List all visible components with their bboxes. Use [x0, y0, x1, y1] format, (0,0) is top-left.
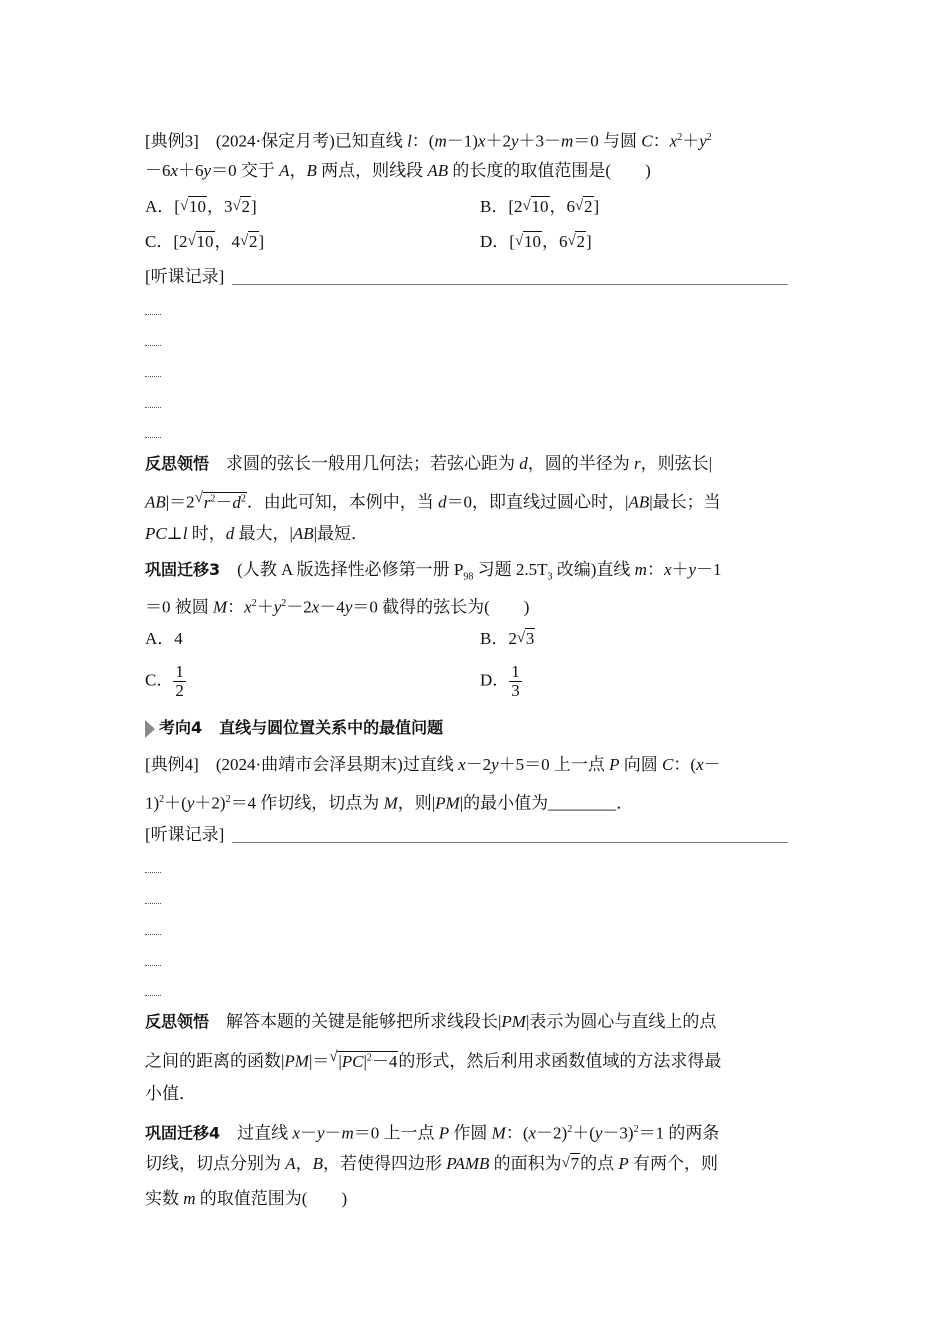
section-4-title: 直线与圆位置关系中的最值问题 [219, 718, 444, 737]
reflection-4-line-3: 小值． [145, 1084, 196, 1103]
reflection-3-line-1: 反思领悟 求圆的弦长一般用几何法；若弦心距为 d，圆的半径为 r，则弦长| [145, 454, 713, 473]
practice-4-label: 巩固迁移4 [145, 1123, 221, 1143]
notes-dots [145, 376, 161, 377]
example-3-line-2: －6x＋6y＝0 交于 A，B 两点，则线段 AB 的长度的取值范围是( ) [145, 161, 651, 180]
notes-dots [145, 995, 161, 996]
example-3-line-1: [典例3] (2024·保定月考)已知直线 l：(m－1)x＋2y＋3－m＝0 与圆 C：$x^2+y^2$ [145, 131, 712, 151]
practice-3-label: 巩固迁移3 [145, 560, 221, 579]
practice-3-option-b: B．2√ 3 [480, 628, 535, 650]
notes-dots [145, 437, 161, 438]
practice-3-option-c: C． $\frac{1}{2}$ [145, 662, 184, 700]
notes-dots [145, 314, 161, 315]
notes-label-2: [听课记录] [145, 825, 225, 844]
notes-rule-1 [232, 284, 788, 285]
reflection-4-line-2: 之间的距离的函数|PM|＝√ $|PC|^2-4$的形式，然后利用求函数值域的方法求得最 [145, 1047, 721, 1073]
section-4-label: 考向4 [159, 718, 203, 737]
example-4-line-1: [典例4] (2024·曲靖市会泽县期末)过直线 x－2y＋5＝0 上一点 P 向圆 C：(x－ [145, 755, 721, 774]
notes-label-1: [听课记录] [145, 267, 225, 286]
notes-rule-2 [232, 842, 788, 843]
notes-dots [145, 903, 161, 904]
practice-3-line-1: 巩固迁移3 (人教 A 版选择性必修第一册 $P_{98}$ 习题 $2.5T_3$ 改编)直线 m：x＋y－1 [145, 560, 722, 583]
reflection-3-line-2: AB|＝2√ $r^2-d^2$．由此可知，本例中，当 d＝0，即直线过圆心时，|AB|最长；当 [145, 488, 721, 514]
section-4-heading [145, 717, 443, 739]
example-3-label: [典例3] [145, 131, 199, 151]
notes-dots [145, 965, 161, 966]
practice-4-line-3: 实数 m 的取值范围为( ) [145, 1189, 348, 1208]
reflection-3-label: 反思领悟 [145, 454, 210, 473]
practice-3-option-d: D． $\frac{1}{3}$ [480, 662, 520, 700]
notes-dots [145, 407, 161, 408]
example-3-option-b: B．[2√ 10，6√ 2] [480, 196, 599, 218]
example-3-option-d: D．[√ 10，6√ 2] [480, 231, 592, 253]
reflection-4-label: 反思领悟 [145, 1012, 210, 1031]
example-3-option-a: A．[√ 10，3√ 2] [145, 196, 257, 218]
notes-dots [145, 345, 161, 346]
practice-4-line-2: 切线，切点分别为 A，B，若使得四边形 PAMB 的面积为√ 7的点 P 有两个，则 [145, 1153, 718, 1175]
triangle-arrow-icon [145, 720, 155, 738]
example-3-source: (2024·保定月考) [215, 131, 335, 151]
practice-4-line-1: 巩固迁移4 过直线 x－y－m＝0 上一点 P 作圆 M：$(x-2)^2+(y-3)^2=1$ 的两条 [145, 1123, 720, 1143]
example-4-source: (2024·曲靖市会泽县期末) [215, 755, 403, 774]
example-3-option-c: C．[2√ 10，4√ 2] [145, 231, 264, 253]
practice-3-option-a: A．4 [145, 629, 183, 648]
example-4-line-2: $1)^2+(y+2)^2=4$ 作切线，切点为 M，则|PM|的最小值为________． [145, 793, 634, 813]
reflection-4-line-1: 反思领悟 解答本题的关键是能够把所求线段长|PM|表示为圆心与直线上的点 [145, 1012, 717, 1031]
reflection-3-line-3: PC⊥l 时，d 最大，|AB|最短． [145, 524, 369, 543]
practice-3-line-2: ＝0 被圆 M：$x^2+y^2-2x-4y=0$ 截得的弦长为( ) [145, 597, 530, 617]
example-4-label: [典例4] [145, 755, 199, 774]
notes-dots [145, 872, 161, 873]
notes-dots [145, 934, 161, 935]
